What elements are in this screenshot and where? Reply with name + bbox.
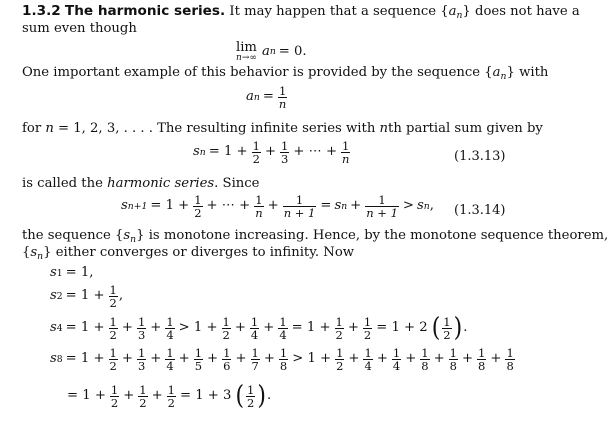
- s8-equation: [50, 347, 516, 372]
- s8-lhs-term-plus-2: +: [150, 351, 162, 367]
- s8-rhs-term-num-6: 1: [478, 346, 486, 360]
- para4-var2: s: [30, 245, 38, 260]
- an-lhs-sub: n: [253, 91, 260, 103]
- para4-c: {: [22, 245, 31, 260]
- sn-f3n: 1: [342, 139, 350, 153]
- mono-eq: = 1 +: [150, 198, 190, 214]
- s2-fd: 2: [109, 296, 117, 311]
- section-intro-text: It may happen that a sequence {: [229, 4, 449, 19]
- mono-dots: + ⋯ +: [206, 198, 251, 214]
- an-equals: =: [262, 89, 274, 105]
- sn-lhs-sub: n: [199, 146, 206, 158]
- s8-lhs-term-num-5: 1: [223, 346, 231, 360]
- para1-sub: n: [500, 70, 507, 82]
- para3-text: is called the: [22, 176, 103, 191]
- para4-sub2: n: [37, 250, 44, 262]
- equation-number-1-3-14: (1.3.14): [454, 203, 506, 218]
- intro-sub: n: [456, 9, 463, 21]
- lim-operator: [236, 41, 257, 63]
- s8c-open-paren: (: [235, 380, 245, 411]
- s8c-fb-n: 1: [139, 383, 147, 397]
- equation-number-1-3-13: (1.3.13): [454, 149, 506, 164]
- s8c-frac-b: [138, 384, 147, 409]
- s4-frac-h: [363, 316, 372, 341]
- mono-s3: s: [416, 198, 424, 214]
- s4-equation: [50, 312, 468, 343]
- s8-lhs-term-den-4: 5: [194, 359, 203, 374]
- s4-lhs: s: [50, 320, 57, 336]
- mono-f2n: 1: [255, 193, 263, 207]
- sn-f2n: 1: [281, 139, 289, 153]
- s8-rhs-term-num-3: 1: [392, 346, 401, 360]
- s4-frac-b: [137, 316, 146, 341]
- lim-equals: = 0.: [278, 43, 307, 59]
- s8-sub: 8: [56, 353, 63, 365]
- s2-fn: 1: [109, 283, 117, 297]
- s8-rhs-term-num-2: 1: [364, 346, 372, 360]
- s8-lhs-term-den-6: 7: [251, 359, 259, 374]
- s4-b1: +: [234, 320, 246, 336]
- s8-rhs-term-frac-2: [363, 347, 372, 372]
- s4-frac-i: [442, 316, 451, 341]
- s8-continuation: [64, 380, 272, 411]
- s4-frac-a: [109, 316, 118, 341]
- s4-gt: > 1 +: [178, 320, 218, 336]
- s8-lhs-term-frac-2: [137, 347, 146, 372]
- s2-rhs: = 1 +: [65, 288, 105, 304]
- para4-a: the sequence {: [22, 228, 124, 243]
- s8-right-terms: [334, 347, 516, 372]
- lim-body-sub: n: [269, 46, 276, 58]
- s4-end: .: [463, 320, 468, 336]
- an-fraction: [278, 85, 287, 110]
- s8c-end: .: [266, 388, 272, 404]
- s8-rhs-term-den-5: 8: [449, 359, 457, 374]
- mono-lhs: s: [121, 198, 128, 214]
- s8c-close-paren: ): [257, 380, 266, 411]
- monotone-equation: [121, 194, 434, 219]
- s4-c1: +: [347, 320, 359, 336]
- para4-b: } is monotone increasing. Hence, by the monotone sequence theorem,: [136, 228, 608, 243]
- para1-var: a: [492, 65, 501, 80]
- s8-lhs-term-frac-6: [251, 347, 260, 372]
- section-intro-line2: sum even though: [22, 21, 137, 36]
- s8-lhs: s: [50, 351, 57, 367]
- sn-dots: + ⋯ +: [293, 144, 337, 160]
- s8-rhs-term-frac-3: [392, 347, 401, 372]
- s8-rhs-term-frac-7: [505, 347, 514, 372]
- s8c-plus2: +: [151, 388, 163, 404]
- sn-equation: [193, 140, 351, 165]
- s8-rhs-term-num-7: 1: [506, 346, 514, 360]
- sn-f2d: 3: [281, 152, 289, 167]
- s8-lhs-term-num-6: 1: [251, 346, 259, 360]
- s8-lhs-term-plus-1: +: [121, 351, 133, 367]
- s4-fb-d: 3: [137, 328, 146, 343]
- s8-rhs-term-den-1: 2: [336, 359, 344, 374]
- s8-lhs-term-plus-6: +: [263, 351, 275, 367]
- s8-lhs-term-num-3: 1: [166, 346, 174, 360]
- s4-fa-n: 1: [109, 315, 117, 329]
- s8-rhs-term-frac-1: [335, 347, 344, 372]
- paragraph-monotone-line2: [22, 245, 354, 263]
- s8c-frac-d: [246, 384, 255, 409]
- s8-lhs-term-frac-4: [194, 347, 203, 372]
- s4-close-paren: ): [453, 312, 463, 343]
- s8c-fa-n: 1: [110, 383, 119, 397]
- lim-word: lim: [236, 40, 257, 55]
- s8-lhs-term-den-5: 6: [223, 359, 231, 374]
- s4-fc-d: 4: [166, 328, 174, 343]
- s8c-e1: = 1 +: [67, 388, 106, 404]
- mono-f3n: 1: [295, 193, 304, 207]
- s1-equation: [50, 265, 97, 282]
- para2-n: n: [45, 121, 54, 136]
- s1-lhs: s: [50, 265, 57, 280]
- s8-gt: > 1 +: [292, 351, 332, 367]
- para4-d: } either converges or diverges to infinity. Now: [43, 245, 355, 260]
- s8-lhs-term-frac-7: [279, 347, 288, 372]
- s8c-fa-d: 2: [110, 396, 119, 411]
- s8-rhs-term-plus-3: +: [405, 351, 417, 367]
- s4-fg-n: 1: [335, 315, 343, 329]
- mono-s3-sub: n: [423, 200, 430, 212]
- s4-eq2: = 1 +: [291, 320, 331, 336]
- s8-left-terms: [108, 347, 290, 372]
- s8-rhs-term-plus-2: +: [376, 351, 388, 367]
- s8-lhs-term-plus-5: +: [235, 351, 247, 367]
- para1-text: One important example of this behavior is provided by the sequence {: [22, 65, 493, 80]
- s8-lhs-term-plus-3: +: [178, 351, 190, 367]
- intro-tail: } does not have a: [462, 4, 580, 19]
- sn-eq: = 1 +: [208, 144, 248, 160]
- s4-fe-d: 4: [250, 328, 259, 343]
- s8-rhs-term-num-4: 1: [421, 346, 429, 360]
- mono-frac-1: [193, 194, 202, 219]
- sn-f1n: 1: [252, 139, 260, 153]
- s4-frac-d: [222, 316, 231, 341]
- para2-nth: n: [379, 121, 389, 136]
- para1-tail: } with: [506, 65, 549, 80]
- s4-fi-n: 1: [443, 315, 451, 329]
- paragraph-monotone-line1: [22, 228, 608, 246]
- harmonic-series-term: harmonic series: [107, 176, 215, 191]
- mono-f3d: n + 1: [283, 206, 316, 221]
- s8-rhs-term-den-2: 4: [364, 359, 372, 374]
- s8-rhs-term-den-6: 8: [478, 359, 486, 374]
- s4-frac-f: [278, 316, 287, 341]
- s8c-plus1: +: [123, 388, 135, 404]
- mono-plus2: +: [350, 198, 362, 214]
- sn-frac-2: [280, 140, 289, 165]
- para3-tail: . Since: [214, 176, 260, 191]
- paragraph-example: [22, 65, 548, 83]
- s8-rhs-term-num-5: 1: [449, 346, 457, 360]
- mono-f1d: 2: [194, 206, 202, 221]
- limit-equation: [236, 41, 310, 63]
- s4-frac-e: [250, 316, 259, 341]
- lim-body-var: a: [261, 43, 270, 59]
- s4-frac-c: [165, 316, 174, 341]
- s8-lhs-term-frac-3: [165, 347, 174, 372]
- section-number: 1.3.2: [22, 3, 61, 19]
- mono-s2: s: [334, 198, 342, 214]
- s8-rhs-term-num-1: 1: [336, 346, 344, 360]
- s1-rhs: = 1,: [65, 265, 94, 280]
- s8-lhs-term-frac-1: [109, 347, 118, 372]
- para2-a: for: [22, 121, 42, 136]
- sn-f3d: n: [342, 152, 350, 167]
- mono-s2-sub: n: [341, 200, 348, 212]
- mono-lhs-sub: n+1: [127, 200, 148, 212]
- s4-fd-n: 1: [222, 315, 230, 329]
- s8c-fd-d: 2: [247, 396, 255, 411]
- s4-sub: 4: [56, 322, 63, 334]
- an-lhs: a: [246, 89, 254, 105]
- mono-eq2: =: [320, 198, 332, 214]
- s2-equation: [50, 284, 123, 309]
- mono-f2d: n: [255, 206, 263, 221]
- s8-rhs-term-frac-5: [449, 347, 458, 372]
- s8-e1: = 1 +: [65, 351, 105, 367]
- s4-a2: +: [150, 320, 162, 336]
- s8c-frac-a: [110, 384, 119, 409]
- s8-lhs-term-num-1: 1: [109, 346, 117, 360]
- mono-frac-3: [283, 194, 317, 219]
- s8c-fc-n: 1: [167, 383, 175, 397]
- s8-rhs-term-plus-4: +: [433, 351, 445, 367]
- an-den: n: [278, 97, 287, 112]
- s8-lhs-term-frac-5: [222, 347, 231, 372]
- s4-fd-d: 2: [222, 328, 230, 343]
- mono-f1n: 1: [194, 193, 202, 207]
- mono-plus: +: [267, 198, 279, 214]
- sn-frac-3: [341, 140, 350, 165]
- s8-lhs-term-den-1: 2: [109, 359, 117, 374]
- lim-subscript: n→∞: [236, 53, 257, 64]
- s8-lhs-term-den-3: 4: [166, 359, 174, 374]
- s8-rhs-term-den-4: 8: [421, 359, 429, 374]
- para4-sub: n: [130, 233, 137, 245]
- s8c-eq2: = 1 + 3: [179, 388, 232, 404]
- s2-sub: 2: [56, 290, 63, 302]
- s4-b2: +: [263, 320, 275, 336]
- s4-fh-n: 1: [363, 315, 372, 329]
- s4-fa-d: 2: [109, 328, 117, 343]
- s8-rhs-term-den-3: 4: [392, 359, 401, 374]
- para2-c: th partial sum given by: [388, 121, 543, 136]
- s8-rhs-term-plus-6: +: [490, 351, 502, 367]
- s8c-frac-c: [167, 384, 176, 409]
- s8-lhs-term-num-2: 1: [137, 346, 146, 360]
- s4-fc-n: 1: [166, 315, 174, 329]
- mono-f4n: 1: [378, 193, 386, 207]
- section-title: The harmonic series.: [64, 3, 226, 19]
- para4-var: s: [123, 228, 131, 243]
- mono-f4d: n + 1: [366, 206, 398, 221]
- s4-fg-d: 2: [335, 328, 343, 343]
- an-definition: [246, 85, 288, 110]
- s8-lhs-term-plus-4: +: [207, 351, 219, 367]
- s4-ff-d: 4: [279, 328, 287, 343]
- sn-f1d: 2: [252, 152, 260, 167]
- mono-frac-4: [365, 194, 399, 219]
- s4-open-paren: (: [431, 312, 441, 343]
- s8-lhs-term-den-7: 8: [279, 359, 288, 374]
- s4-fb-n: 1: [137, 315, 146, 329]
- s8-lhs-term-num-4: 1: [194, 346, 203, 360]
- section-intro-line: [22, 3, 580, 22]
- sn-plus: +: [264, 144, 276, 160]
- intro-var: a: [448, 4, 457, 19]
- s8-rhs-term-plus-1: +: [348, 351, 360, 367]
- s8c-fd-n: 1: [247, 383, 255, 397]
- s2-lhs: s: [50, 288, 57, 304]
- sn-frac-1: [252, 140, 261, 165]
- s8-rhs-term-plus-5: +: [461, 351, 474, 367]
- s4-e1: = 1 +: [65, 320, 105, 336]
- para2-b: = 1, 2, 3, . . . . The resulting infinite series with: [58, 121, 376, 136]
- paragraph-harmonic: [22, 176, 260, 193]
- sn-lhs: s: [193, 144, 200, 160]
- s8-lhs-term-den-2: 3: [137, 359, 146, 374]
- paragraph-partial-sum: [22, 121, 543, 138]
- s4-eq3: = 1 + 2: [376, 320, 428, 336]
- s4-fi-d: 2: [443, 328, 451, 343]
- s8-lhs-term-num-7: 1: [279, 346, 288, 360]
- s4-frac-g: [335, 316, 344, 341]
- s8-rhs-term-frac-4: [420, 347, 429, 372]
- s4-fh-d: 2: [363, 328, 372, 343]
- s4-fe-n: 1: [250, 315, 259, 329]
- mono-gt: >: [402, 198, 414, 214]
- mono-frac-2: [254, 194, 263, 219]
- s8-rhs-term-frac-6: [477, 347, 486, 372]
- s8c-fb-d: 2: [139, 396, 147, 411]
- an-num: 1: [278, 84, 287, 98]
- s1-sub: 1: [56, 267, 63, 279]
- s4-ff-n: 1: [279, 315, 287, 329]
- s8c-fc-d: 2: [167, 396, 175, 411]
- s2-end: ,: [118, 288, 124, 304]
- mono-comma: ,: [429, 198, 434, 214]
- s8-rhs-term-den-7: 8: [506, 359, 514, 374]
- s4-a1: +: [121, 320, 133, 336]
- s2-frac: [109, 284, 118, 309]
